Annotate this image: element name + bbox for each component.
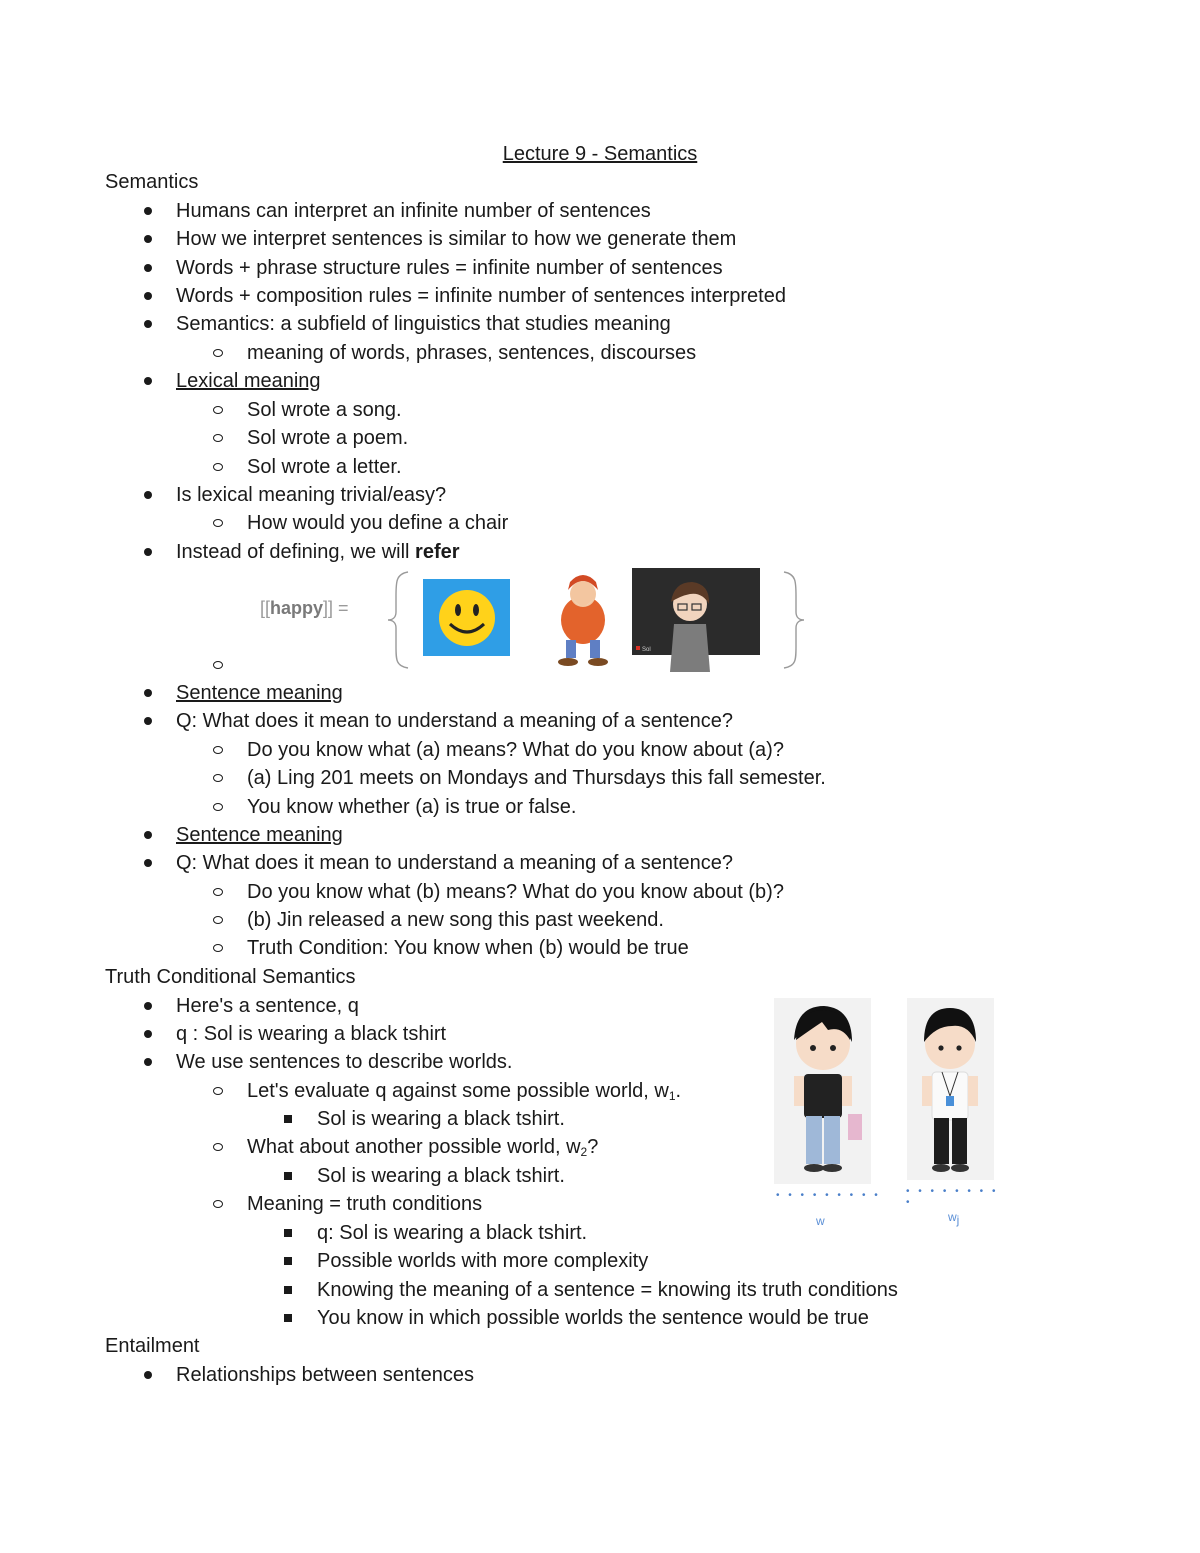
sentence-meaning-link: Sentence meaning: [176, 824, 343, 846]
list-subsubitem: Knowing the meaning of a sentence = knowing its truth conditions: [317, 1279, 898, 1301]
list-item: Humans can interpret an infinite number of sentences: [176, 200, 651, 222]
bullet-circle: [208, 793, 228, 821]
list-item: Words + phrase structure rules = infinite number of sentences: [176, 257, 723, 279]
bullet-circle: [208, 934, 228, 962]
refer-bold: refer: [415, 541, 460, 563]
bullet-circle: [208, 424, 228, 452]
section-heading-truth-conditional: Truth Conditional Semantics: [105, 966, 356, 988]
bullet-circle: [208, 906, 228, 934]
bullet-circle: [208, 396, 228, 424]
world-label: $w_j$: [948, 1210, 960, 1227]
possible-worlds-image: [772, 996, 1002, 1236]
bullet-circle: [208, 1133, 228, 1161]
page-title: Lecture 9 - Semantics: [502, 143, 698, 165]
happy-reference-image: [250, 568, 820, 672]
bullet-dot: [138, 821, 158, 849]
bullet-circle: [208, 764, 228, 792]
instead-text: Instead of defining, we will: [176, 541, 416, 563]
list-subitem: (a) Ling 201 meets on Mondays and Thursdays this fall semester.: [247, 767, 826, 789]
bullet-dot: [138, 538, 158, 566]
bullet-dot: [138, 1020, 158, 1048]
list-item: Q: What does it mean to understand a meaning of a sentence?: [176, 710, 734, 732]
bullet-dot: [138, 481, 158, 509]
bullet-circle: [208, 509, 228, 537]
world-label: w: [816, 1214, 825, 1228]
list-subsubitem: You know in which possible worlds the sentence would be true: [317, 1307, 869, 1329]
list-subitem: Sol wrote a poem.: [247, 427, 409, 449]
section-heading-entailment: Entailment: [105, 1335, 200, 1357]
bullet-circle: [208, 736, 228, 764]
list-subitem: Sol wrote a song.: [247, 399, 402, 421]
possible-worlds-illustration: [772, 996, 1002, 1196]
list-item: Here's a sentence, q: [176, 995, 359, 1017]
list-item: Is lexical meaning trivial/easy?: [176, 484, 447, 506]
list-subitem: (b) Jin released a new song this past weekend.: [247, 909, 664, 931]
bullet-dot: [138, 282, 158, 310]
section-heading-semantics: Semantics: [105, 171, 199, 193]
bullet-dot: [138, 225, 158, 253]
bullet-square: [278, 1304, 298, 1332]
bullet-square: [278, 1105, 298, 1133]
list-subsubitem: Sol is wearing a black tshirt.: [317, 1165, 565, 1187]
list-item: How we interpret sentences is similar to how we generate them: [176, 228, 737, 250]
sentence-meaning-link: Sentence meaning: [176, 682, 343, 704]
list-subsubitem: Sol is wearing a black tshirt.: [317, 1108, 565, 1130]
list-item: We use sentences to describe worlds.: [176, 1051, 513, 1073]
bullet-circle: [208, 1077, 228, 1105]
svg-text:Sol: Sol: [642, 647, 651, 653]
list-item: Q: What does it mean to understand a meaning of a sentence?: [176, 852, 734, 874]
dotted-divider: • • • • • • • • •: [776, 1190, 881, 1201]
bullet-dot: [138, 197, 158, 225]
bullet-dot: [138, 367, 158, 395]
bullet-circle: [208, 1190, 228, 1218]
bullet-square: [278, 1219, 298, 1247]
list-subitem: Meaning = truth conditions: [247, 1193, 483, 1215]
happy-denotation-label: [[happy]] =: [260, 598, 349, 618]
bullet-dot: [138, 1048, 158, 1076]
dotted-divider: • • • • • • • • •: [906, 1186, 999, 1208]
bullet-dot: [138, 992, 158, 1020]
lexical-meaning-link: Lexical meaning: [176, 370, 321, 392]
list-subitem: Let's evaluate q against some possible world, $w_1$.: [247, 1080, 682, 1103]
bullet-dot: [138, 679, 158, 707]
list-item: Semantics: a subfield of linguistics that studies meaning: [176, 313, 671, 335]
bullet-dot: [138, 310, 158, 338]
bullet-circle: [208, 339, 228, 367]
list-subitem: Do you know what (b) means? What do you know about (b)?: [247, 881, 784, 903]
bullet-square: [278, 1162, 298, 1190]
bullet-circle: [208, 878, 228, 906]
list-subitem: Truth Condition: You know when (b) would be true: [247, 937, 689, 959]
happy-set-illustration: [250, 568, 820, 672]
list-subitem: How would you define a chair: [247, 512, 509, 534]
list-subsubitem: q: Sol is wearing a black tshirt.: [317, 1222, 588, 1244]
bullet-circle: [208, 453, 228, 481]
list-subitem: Do you know what (a) means? What do you know about (a)?: [247, 739, 784, 761]
list-item: Relationships between sentences: [176, 1364, 474, 1386]
list-item: [176, 538, 460, 566]
bullet-dot: [138, 254, 158, 282]
list-subitem: meaning of words, phrases, sentences, discourses: [247, 342, 697, 364]
list-subitem: Sol wrote a letter.: [247, 456, 402, 478]
bullet-dot: [138, 849, 158, 877]
bullet-dot: [138, 707, 158, 735]
bullet-dot: [138, 1361, 158, 1389]
list-subitem: What about another possible world, $w_2$?: [247, 1136, 599, 1159]
list-subsubitem: Possible worlds with more complexity: [317, 1250, 649, 1272]
bullet-square: [278, 1247, 298, 1275]
list-item: Words + composition rules = infinite number of sentences interpreted: [176, 285, 786, 307]
list-item: q : Sol is wearing a black tshirt: [176, 1023, 447, 1045]
bullet-circle: [208, 651, 228, 679]
bullet-square: [278, 1276, 298, 1304]
list-subitem: You know whether (a) is true or false.: [247, 796, 577, 818]
